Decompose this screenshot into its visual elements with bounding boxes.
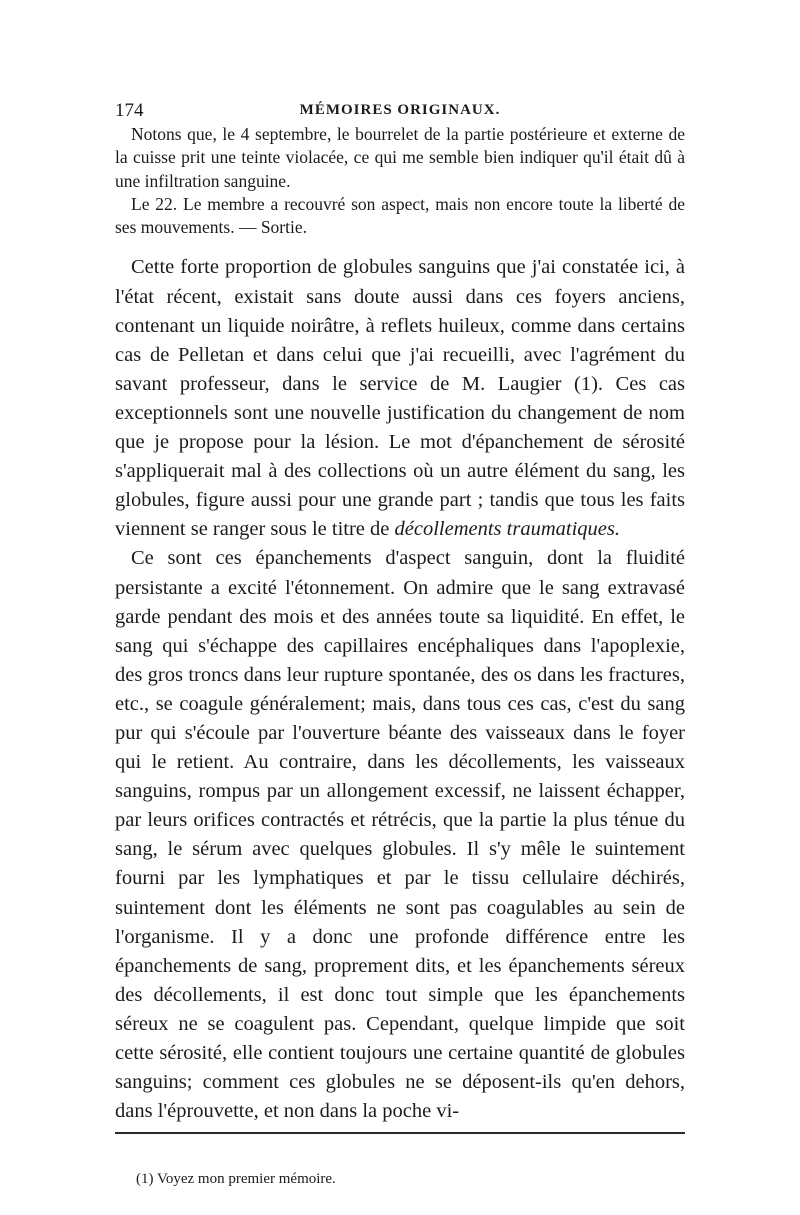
footnote: (1) Voyez mon premier mémoire.: [136, 1171, 336, 1187]
paragraph-proportion-text: Cette forte proportion de globules sanguins que j'ai constatée ici, à l'état récent, existait sans doute aussi dans ces foyers anciens, contenant un liquide noirâtre, à reflets huileux, comme dans certains cas de Pelletan et dans celui que j'ai recueilli, avec l'agrément du savant professeur, dans le service de M. Laugier (1). Ces cas exceptionnels sont une nouvelle justification du changement de nom que je propose pour la lésion. Le mot d'épanchement de sérosité s'appliquerait mal à des collections où un autre élément du sang, les globules, figure aussi pour une grande part ; tandis que tous les faits viennent se ranger sous le titre de: [115, 256, 685, 541]
paragraph-case-note-2: Le 22. Le membre a recouvré son aspect, mais non encore toute la liberté de ses mouvements. — Sortie.: [115, 193, 685, 238]
running-title: MÉMOIRES ORIGINAUX.: [299, 102, 501, 118]
paragraph-spacer: [115, 239, 685, 253]
page-number: 174: [115, 100, 144, 121]
paragraph-epanchements: Ce sont ces épanchements d'aspect sanguin, dont la fluidité persistante a excité l'étonnement. On admire que le sang extravasé garde pendant des mois et des années toute sa liquidité. En effet, le sang qui s'échappe des capillaires encéphaliques dans l'apoplexie, des gros troncs dans leur rupture spontanée, des os dans les fractures, etc., se coagule généralement; mais, dans tous ces cas, c'est du sang pur qui s'écoule par l'ouverture béante des vaisseaux dans le foyer qui le retient. Au contraire, dans les décollements, les vaisseaux sanguins, rompus par un allongement excessif, ne laissent échapper, par leurs orifices contractés et rétrécis, que la partie la plus ténue du sang, le sérum avec quelques globules. Il s'y mêle le suintement fourni par les lymphatiques et par le tissu cellulaire déchirés, suintement dont les éléments ne sont pas coagulables au sein de l'organisme. Il y a donc une profonde différence entre les épanchements de sang, proprement dits, et les épanchements séreux des décollements, il est donc tout simple que les épanchements séreux ne se coagulent pas. Cependant, quelque limpide que soit cette sérosité, elle contient toujours une certaine quantité de globules sanguins; comment ces globules ne se déposent-ils qu'en dehors, dans l'éprouvette, et non dans la poche vi-: [115, 547, 685, 1123]
paragraph-case-note-1: Notons que, le 4 septembre, le bourrelet de la partie postérieure et externe de la cuisse prit une teinte violacée, ce qui me semble bien indiquer qu'il était dû à une infiltration sanguine.: [115, 124, 685, 191]
body-text: [115, 123, 685, 1126]
paragraph-proportion: [115, 253, 685, 544]
emphasis-decollements: décollements traumatiques.: [394, 518, 620, 541]
footnote-divider: [115, 1132, 685, 1134]
